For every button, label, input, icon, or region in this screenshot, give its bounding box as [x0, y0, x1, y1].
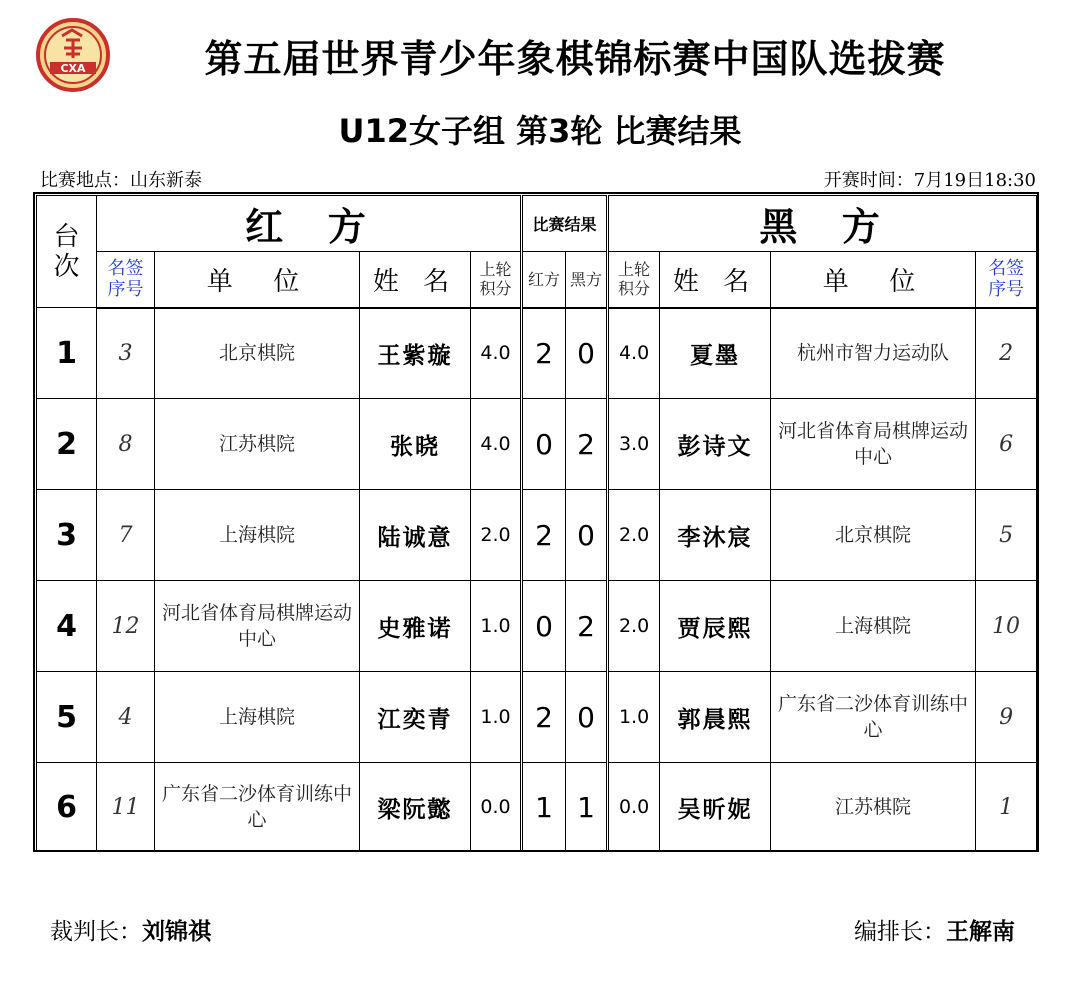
red-unit: 河北省体育局棋牌运动中心	[162, 602, 353, 650]
red-points: 4.0	[471, 308, 522, 399]
header-table-no	[37, 196, 97, 308]
black-name: 贾辰熙	[660, 581, 771, 672]
header-black-name	[660, 252, 771, 308]
venue-label: 比赛地点：山东新泰	[40, 170, 202, 191]
black-unit: 上海棋院	[835, 615, 912, 637]
header-black-side	[608, 196, 1037, 252]
black-result: 0	[566, 308, 608, 399]
chief-referee	[50, 913, 211, 946]
black-seed: 5	[976, 490, 1037, 581]
black-unit-cell	[771, 399, 976, 490]
red-points: 1.0	[471, 672, 522, 763]
start-time-label: 开赛时间：7月19日18:30	[823, 170, 1036, 191]
black-points: 4.0	[608, 308, 660, 399]
table-number: 6	[37, 763, 97, 852]
black-seed: 2	[976, 308, 1037, 399]
header-black-seed-text: 名签序号	[988, 258, 1025, 301]
black-unit: 江苏棋院	[835, 796, 912, 818]
page-subtitle: U12女子组 第3轮 比赛结果	[338, 112, 742, 150]
red-result: 1	[522, 763, 566, 852]
red-result: 0	[522, 581, 566, 672]
black-result: 2	[566, 581, 608, 672]
red-points: 4.0	[471, 399, 522, 490]
header-red-side-text: 红 方	[245, 204, 372, 249]
red-name: 史雅诺	[360, 581, 471, 672]
black-unit: 广东省二沙体育训练中心	[778, 693, 969, 741]
red-unit-cell	[155, 308, 360, 399]
red-seed: 8	[97, 399, 155, 490]
black-seed: 10	[976, 581, 1037, 672]
black-unit-cell	[771, 581, 976, 672]
black-unit-cell	[771, 490, 976, 581]
header-red-points	[471, 252, 522, 308]
black-result: 2	[566, 399, 608, 490]
header-red-result	[522, 252, 566, 308]
red-result: 0	[522, 399, 566, 490]
header-black-points	[608, 252, 660, 308]
table-number: 4	[37, 581, 97, 672]
black-seed: 9	[976, 672, 1037, 763]
title-text: 第五届世界青少年象棋锦标赛中国队选拔赛	[204, 37, 946, 81]
chief-arbiter-name: 王解南	[946, 918, 1015, 945]
table-row	[37, 581, 1037, 672]
header-black-points-text: 上轮积分	[618, 260, 651, 299]
header-black-result-text: 黑方	[570, 269, 603, 289]
black-result: 1	[566, 763, 608, 852]
header-red-name-text: 姓 名	[372, 266, 458, 297]
black-unit: 河北省体育局棋牌运动中心	[778, 420, 969, 468]
black-name: 彭诗文	[660, 399, 771, 490]
red-seed: 7	[97, 490, 155, 581]
red-seed: 12	[97, 581, 155, 672]
red-unit-cell	[155, 672, 360, 763]
black-name: 郭晨熙	[660, 672, 771, 763]
black-result: 0	[566, 672, 608, 763]
black-name: 李沐宸	[660, 490, 771, 581]
table-row	[37, 399, 1037, 490]
black-points: 2.0	[608, 581, 660, 672]
red-name: 王紫璇	[360, 308, 471, 399]
red-unit-cell	[155, 763, 360, 852]
red-points: 0.0	[471, 763, 522, 852]
black-points: 3.0	[608, 399, 660, 490]
header-black-name-text: 姓 名	[672, 266, 758, 297]
logo-text: CXA	[60, 62, 86, 75]
red-unit: 江苏棋院	[218, 433, 295, 455]
table-number: 1	[37, 308, 97, 399]
red-unit: 北京棋院	[218, 342, 295, 365]
red-result: 2	[522, 490, 566, 581]
red-unit: 上海棋院	[218, 706, 295, 728]
red-result: 2	[522, 308, 566, 399]
header-result-text: 比赛结果	[532, 215, 597, 234]
red-name: 江奕青	[360, 672, 471, 763]
black-unit-cell	[771, 672, 976, 763]
table-number: 5	[37, 672, 97, 763]
chief-referee-name: 刘锦祺	[142, 918, 211, 945]
black-unit: 杭州市智力运动队	[797, 342, 950, 365]
page-title	[0, 28, 1080, 83]
black-unit-cell	[771, 763, 976, 852]
red-name: 张晓	[360, 399, 471, 490]
red-name: 陆诚意	[360, 490, 471, 581]
header-black-result	[566, 252, 608, 308]
header-red-name	[360, 252, 471, 308]
red-result: 2	[522, 672, 566, 763]
red-unit-cell	[155, 581, 360, 672]
chief-arbiter	[854, 913, 1015, 946]
chief-arbiter-label: 编排长：	[854, 919, 946, 945]
black-points: 0.0	[608, 763, 660, 852]
header-red-result-text: 红方	[528, 269, 561, 289]
red-points: 2.0	[471, 490, 522, 581]
table-row	[37, 672, 1037, 763]
header-red-unit	[155, 252, 360, 308]
table-number: 3	[37, 490, 97, 581]
black-unit: 北京棋院	[835, 524, 912, 546]
black-name: 夏墨	[660, 308, 771, 399]
header-red-seed	[97, 252, 155, 308]
results-table	[36, 195, 1037, 852]
red-seed: 3	[97, 308, 155, 399]
black-unit-cell	[771, 308, 976, 399]
red-points: 1.0	[471, 581, 522, 672]
header-black-seed	[976, 252, 1037, 308]
red-seed: 11	[97, 763, 155, 852]
header-red-points-text: 上轮积分	[479, 260, 512, 299]
black-result: 0	[566, 490, 608, 581]
header-black-unit	[771, 252, 976, 308]
red-seed: 4	[97, 672, 155, 763]
header-result	[522, 196, 608, 252]
black-seed: 1	[976, 763, 1037, 852]
header-black-unit-text: 单 位	[822, 266, 924, 297]
header-red-side	[97, 196, 522, 252]
table-row	[37, 308, 1037, 399]
red-unit: 上海棋院	[218, 524, 295, 546]
table-row	[37, 763, 1037, 852]
black-name: 吴昕妮	[660, 763, 771, 852]
chief-referee-label: 裁判长：	[50, 919, 142, 945]
black-points: 2.0	[608, 490, 660, 581]
header-black-side-text: 黑 方	[759, 204, 886, 249]
red-name: 梁阮懿	[360, 763, 471, 852]
red-unit-cell	[155, 490, 360, 581]
header-red-unit-text: 单 位	[206, 266, 308, 297]
table-number: 2	[37, 399, 97, 490]
red-unit-cell	[155, 399, 360, 490]
header-red-seed-text: 名签序号	[107, 258, 144, 301]
black-seed: 6	[976, 399, 1037, 490]
table-row	[37, 490, 1037, 581]
black-points: 1.0	[608, 672, 660, 763]
header-table-no-text: 台次	[53, 221, 80, 282]
red-unit: 广东省二沙体育训练中心	[162, 783, 353, 831]
